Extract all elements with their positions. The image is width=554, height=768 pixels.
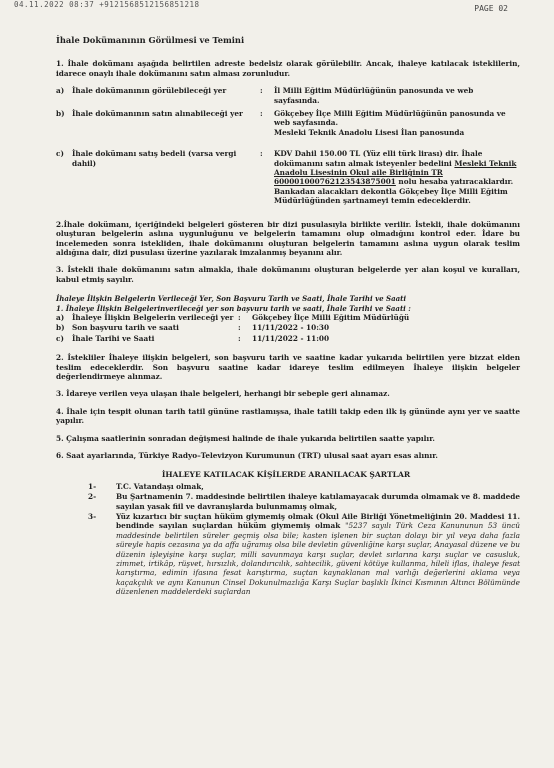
paragraph-2: 2.İhale dokümanı, içeriğindeki belgeleri gösteren bir dizi pusulasıyla birlikte verilir. İstekli, ihale dokümanını oluşturan belgelerin aslına uygunluğunu ve belgelerin tamamını olup olmadığını kontrol eder. İdare bu incelemeden sonra istekliden, ihale dokümanını oluşturan belgelerin tamamını aslına uygun olarak teslim aldığına dair, dizi pusulası üzerine yazılarak imzalanmış beyanını alır. xyxy=(56,219,520,257)
conditions-heading: İHALEYE KATILACAK KİŞİLERDE ARANILACAK ŞARTLAR xyxy=(161,470,411,480)
item-label: İhale dokümanı satış bedeli (varsa vergi dahil) xyxy=(72,149,237,168)
item-c xyxy=(56,149,520,205)
italic-heading-2: 1. İhaleye İlişkin Belgelerinverileceği yer son başvuru tarih ve saati, İhale Tarihi ve Saati : xyxy=(56,303,411,313)
item-letter: b) xyxy=(56,323,65,333)
condition-text-italic: "5237 sayılı Türk Ceza Kanununun 53 üncü maddesinde belirtilen süreler geçmiş olsa bile; kasten işlenen bir suçtan dolayı bir yıl veya daha fazla süreyle hapis cezasına ya da affa uğramış olsa bile devletin güvenliğine karşı suçlar, Anayasal düzene ve bu düzenin işleyişine karşı suçlar, milli savunmaya karşı suçlar, devlet sırlarına karşı suçlar ve casusluk, zimmet, irtikâp, rüşvet, hırsızlık, dolandırıcılık, sahtecilik, güveni kötüye kullanma, hileli iflas, ihaleye fesat karıştırma, edimin ifasına fesat karıştırma, suçtan kaynaklanan mal varlığı değerlerini aklama veya kaçakçılık ve aynı Kanunun Cinsel Dokunulmazlığa Karşı Suçlar başlıklı İkinci Kısmının Altıncı Bölümünde düzenlenen maddelerdeki suçlardan xyxy=(116,521,520,597)
colon: : xyxy=(260,149,263,159)
fax-header: 04.11.2022 08:37 +9121568512156851218 xyxy=(14,0,200,9)
item-value: 11/11/2022 - 11:00 xyxy=(252,333,330,343)
colon: : xyxy=(238,333,241,343)
item-letter: c) xyxy=(56,333,64,343)
bank-account: Mesleki Teknik Anadolu Lisesinin Okul aile Birliğinin TR 600001000762123543875001 xyxy=(274,158,517,187)
item-letter: a) xyxy=(56,312,65,322)
paragraph-s6: 6. Saat ayarlarında, Türkiye Radyo–Televizyon Kurumunun (TRT) ulusal saat ayarı esas alınır. xyxy=(56,451,438,460)
paragraph-s3: 3. İdareye verilen veya ulaşan ihale belgeleri, herhangi bir sebeple geri alınamaz. xyxy=(56,389,390,399)
item-value-text: nolu hesaba yatıracaklardır. Bankadan alacakları dekontla Gökçebey İlçe Milli Eğitim Müdürlüğünden şartnameyi temin edeceklerdir. xyxy=(274,177,514,206)
item-letter: a) xyxy=(56,86,65,96)
document-body xyxy=(52,36,520,598)
item-b xyxy=(56,109,520,137)
condition-text xyxy=(116,512,520,597)
schedule-b xyxy=(56,323,520,332)
paragraph-1: 1. İhale dokümanı aşağıda belirtilen adreste bedelsiz olarak görülebilir. Ancak, ihaleye katılacak isteklilerin, idarece onaylı ihale dokümanını satın alması zorunludur. xyxy=(56,59,520,78)
paragraph-s5: 5. Çalışma saatlerinin sonradan değişmesi halinde de ihale yukarıda belirtilen saatte yapılır. xyxy=(56,433,435,443)
paragraph-s2: 2. İstekliler İhaleye ilişkin belgeleri, son başvuru tarih ve saatine kadar yukarıda belirtilen yere bizzat elden teslim edeceklerdir. Son başvuru saatine kadar idareye teslim edilmeyen İhaleye ilişkin belgeler değerlendirmeye alınmaz. xyxy=(56,353,520,381)
paragraph-3: 3. İstekli ihale dokümanını satın almakla, ihale dokümanını oluşturan belgelerde yer alan koşul ve kuralları, kabul etmiş sayılır. xyxy=(56,265,520,284)
item-a xyxy=(56,86,520,105)
item-label: İhale Tarihi ve Saati xyxy=(72,333,155,343)
condition-number: 1- xyxy=(88,481,97,491)
section-title: İhale Dokümanının Görülmesi ve Temini xyxy=(56,35,245,45)
page-number: PAGE 02 xyxy=(474,4,508,13)
colon: : xyxy=(260,109,263,119)
condition-text: T.C. Vatandaşı olmak, xyxy=(116,481,204,491)
item-label: Son başvuru tarih ve saati xyxy=(72,323,179,333)
condition-number: 3- xyxy=(88,512,97,522)
condition-item xyxy=(88,492,520,511)
paragraph-s4: 4. İhale için tespit olunan tarih tatil gününe rastlamışsa, ihale tatili takip eden ilk iş gününde aynı yer ve saatte yapılır. xyxy=(56,406,520,426)
schedule-c xyxy=(56,334,520,343)
item-value xyxy=(274,149,520,205)
condition-text: Bu Şartnamenin 7. maddesinde belirtilen ihaleye katılamayacak durumda olmamak ve 8. maddede sayılan yasak fiil ve davranışlarda bulunmamış olmak, xyxy=(116,492,520,511)
item-letter: b) xyxy=(56,109,65,119)
item-label: İhaleye İlişkin Belgelerin verileceği yer xyxy=(72,312,234,322)
item-value: Gökçebey İlçe Milli Eğitim Müdürlüğü xyxy=(252,312,410,322)
item-value-text: KDV Dahil 150.00 TL (Yüz elli türk lirası) dir. İhale dokümanını satın almak isteyenler bedelini xyxy=(274,149,483,168)
item-value-line: Gökçebey İlçe Milli Eğitim Müdürlüğünün panosunda ve web sayfasında. xyxy=(274,109,506,128)
item-value-line: Mesleki Teknik Anadolu Lisesi İlan panosunda xyxy=(274,127,465,137)
italic-heading-1: İhaleye İlişkin Belgelerin Verileceği Yer, Son Başvuru Tarih ve Saati, İhale Tarihi ve Saati xyxy=(56,294,407,304)
condition-number: 2- xyxy=(88,492,97,502)
item-value: İl Milli Eğitim Müdürlüğünün panosunda ve web sayfasında. xyxy=(274,86,474,105)
item-label: İhale dokümanının satın alınabileceği yer xyxy=(72,109,243,119)
colon: : xyxy=(260,86,263,96)
condition-item xyxy=(88,482,520,491)
item-label: İhale dokümanının görülebileceği yer xyxy=(72,86,227,96)
item-value: 11/11/2022 - 10:30 xyxy=(252,323,330,333)
condition-text-bold: Yüz kızartıcı bir suçtan hüküm giymemiş olmak (Okul Aile Birliği Yönetmeliğinin 20. Maddesi 11. bendinde sayılan suçlardan hüküm giymemiş olmak xyxy=(116,512,520,531)
item-letter: c) xyxy=(56,149,64,159)
condition-item xyxy=(88,512,520,597)
schedule-a xyxy=(56,313,520,322)
item-value xyxy=(274,109,520,137)
colon: : xyxy=(238,312,241,322)
colon: : xyxy=(238,323,241,333)
